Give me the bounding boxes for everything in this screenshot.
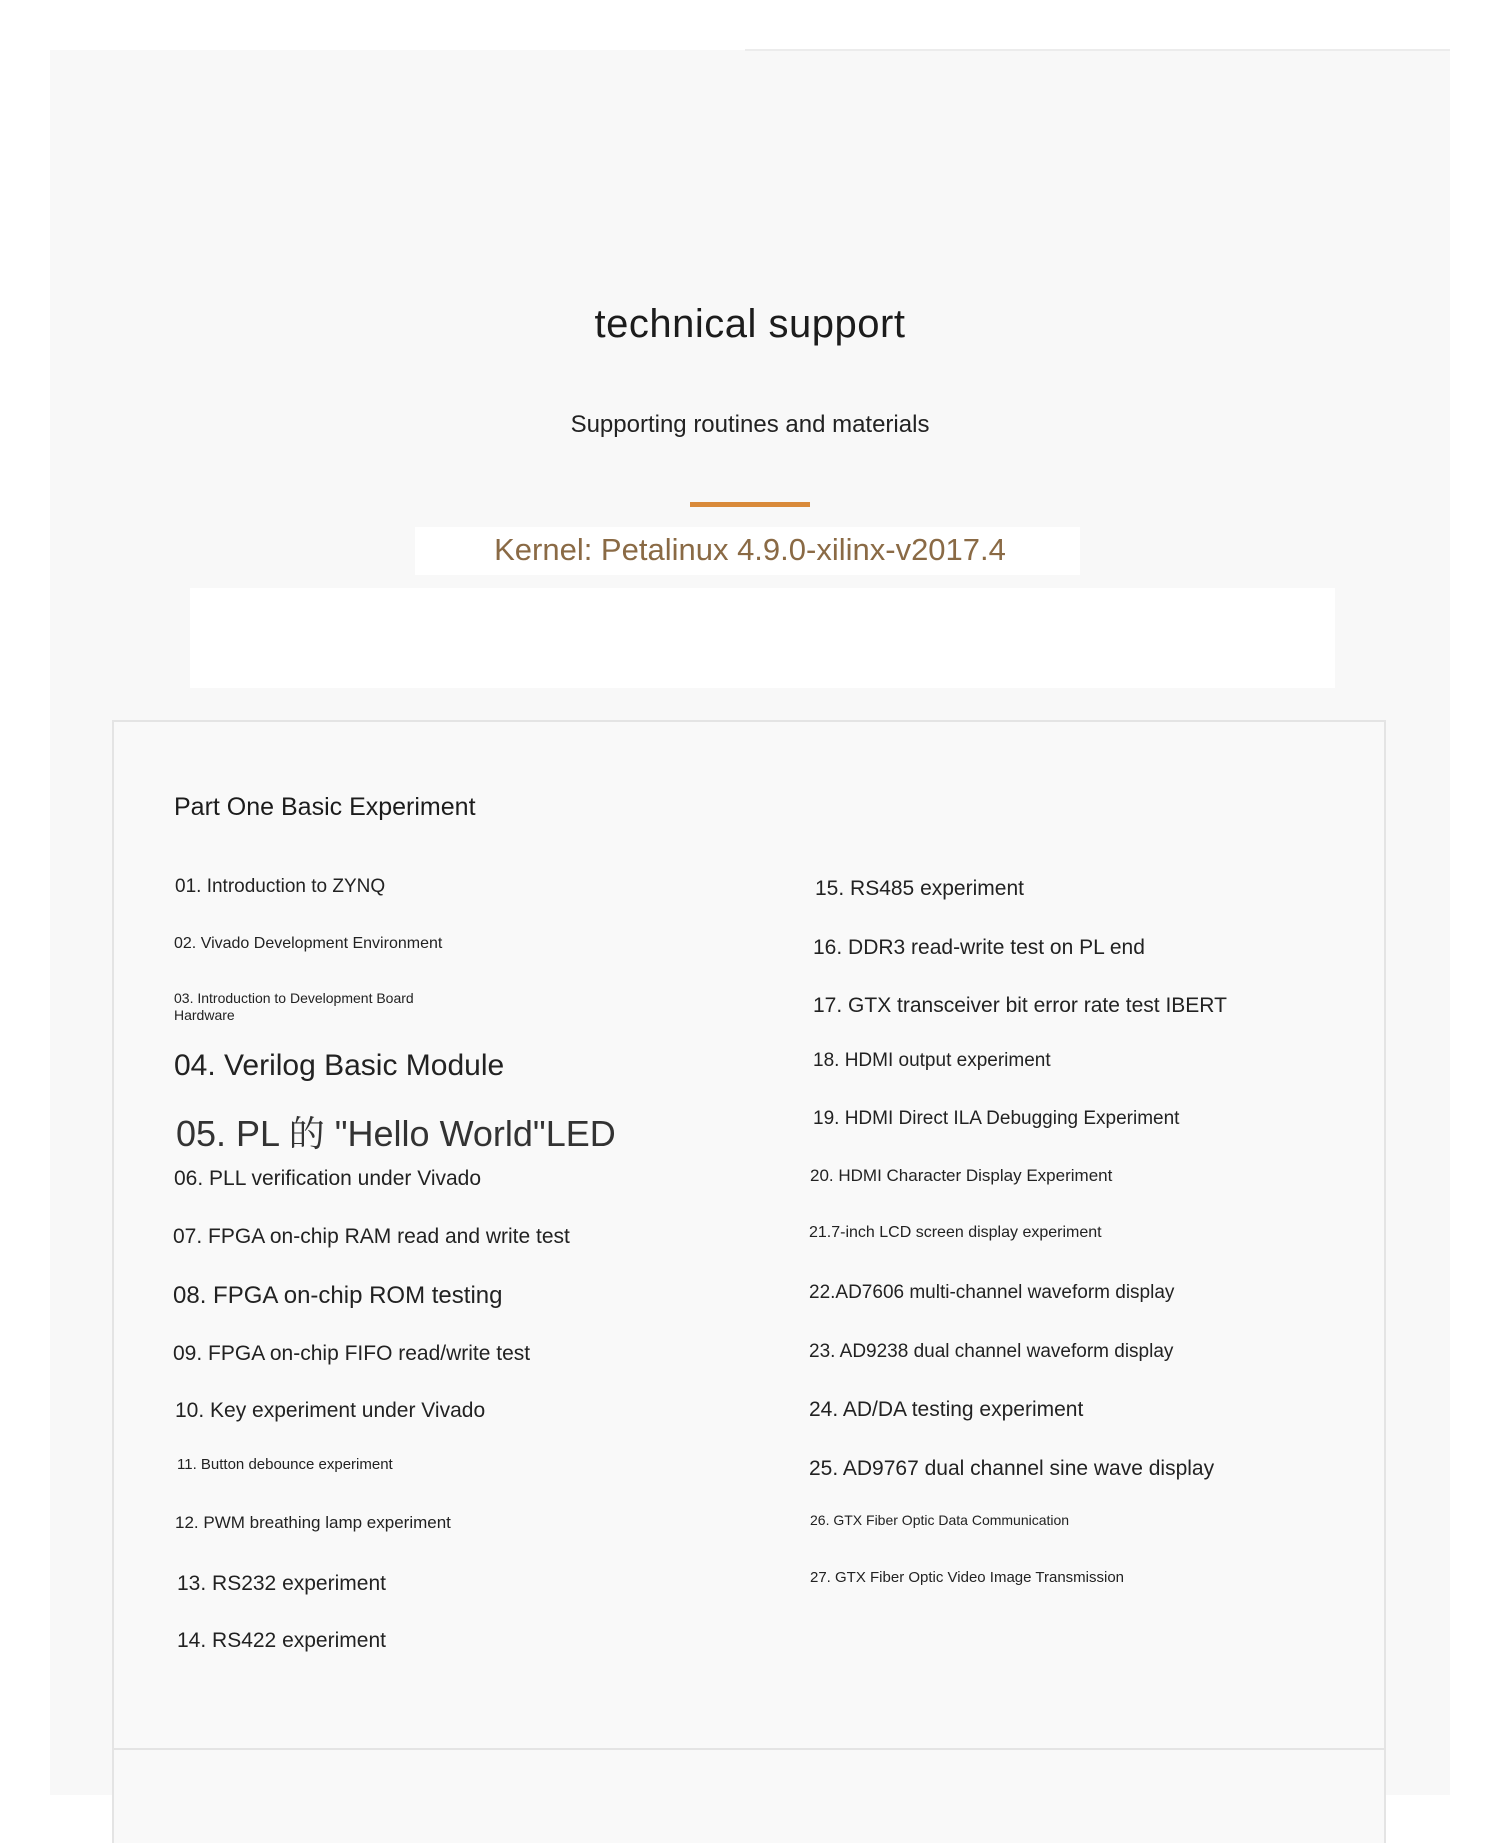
experiment-item: 06. PLL verification under Vivado [174,1167,482,1190]
experiment-item: 05. PL 的 "Hello World"LED [176,1113,616,1154]
experiment-item: 12. PWM breathing lamp experiment [175,1513,451,1532]
experiment-item: 24. AD/DA testing experiment [809,1398,1084,1421]
page-title: technical support [594,302,906,346]
accent-divider [690,502,810,507]
experiment-item: 04. Verilog Basic Module [174,1049,505,1082]
experiment-item: 14. RS422 experiment [177,1629,386,1652]
experiment-item: 26. GTX Fiber Optic Data Communication [810,1512,1070,1528]
kernel-version: Kernel: Petalinux 4.9.0-xilinx-v2017.4 [494,532,1006,567]
experiment-item: 15. RS485 experiment [815,877,1024,900]
experiment-item: 01. Introduction to ZYNQ [175,876,386,897]
experiment-item: 11. Button debounce experiment [177,1456,393,1473]
experiment-item: 08. FPGA on-chip ROM testing [173,1282,503,1309]
experiment-item: 16. DDR3 read-write test on PL end [813,936,1145,959]
experiment-item: 09. FPGA on-chip FIFO read/write test [173,1342,531,1365]
experiment-item: 03. Introduction to Development Board Hardware [174,990,414,1023]
experiment-item: 02. Vivado Development Environment [174,935,443,952]
blank-banner [190,588,1335,688]
experiment-item: 18. HDMI output experiment [813,1050,1051,1071]
page-subtitle: Supporting routines and materials [570,411,930,438]
experiment-item: 17. GTX transceiver bit error rate test IBERT [813,994,1227,1017]
top-divider [745,49,1450,51]
experiment-item: 13. RS232 experiment [177,1572,386,1595]
experiment-item: 27. GTX Fiber Optic Video Image Transmission [810,1569,1125,1586]
experiment-item: 21.7-inch LCD screen display experiment [809,1224,1102,1241]
card-divider [112,1748,1386,1750]
experiment-item: 25. AD9767 dual channel sine wave display [809,1457,1215,1480]
experiment-item: 22.AD7606 multi-channel waveform display [809,1282,1175,1303]
experiment-item: 23. AD9238 dual channel waveform display [809,1341,1174,1362]
experiment-item: 10. Key experiment under Vivado [175,1399,486,1422]
section-title: Part One Basic Experiment [174,793,476,821]
experiment-item: 07. FPGA on-chip RAM read and write test [173,1225,570,1248]
experiment-item: 20. HDMI Character Display Experiment [810,1166,1113,1185]
experiment-item: 19. HDMI Direct ILA Debugging Experiment [813,1108,1180,1129]
